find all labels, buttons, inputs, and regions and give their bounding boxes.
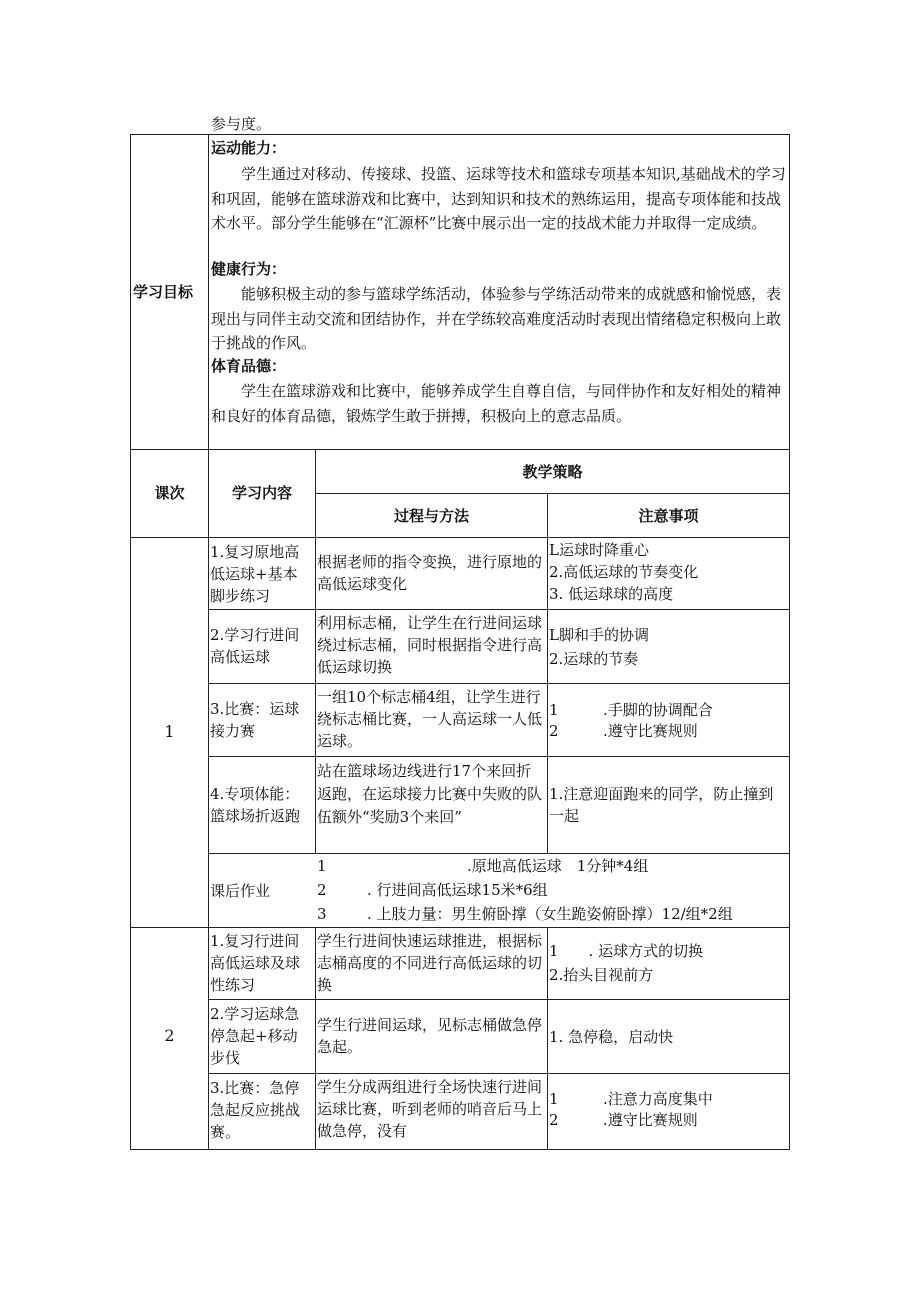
homework-item: 1 .原地高低运球 1分钟*4组: [317, 857, 649, 875]
row-note: 2.抬头目视前方: [549, 966, 654, 984]
header-notes: 注意事项: [638, 507, 699, 525]
row-content: 2.学习运球急停急起+移动步伐: [210, 1005, 300, 1067]
intro-tail: 参与度。: [211, 115, 272, 133]
homework-label: 课后作业: [210, 882, 271, 900]
row-process: 站在篮球场边线进行17个来回折返跑，在运球接力比赛中失败的队伍额外“奖励3个来回”: [317, 762, 543, 826]
row-process: 利用标志桶，让学生在行进间运球绕过标志桶，同时根据指令进行高低运球切换: [317, 614, 543, 676]
header-lesson: 课次: [154, 484, 185, 502]
lesson-number-2: 2: [164, 1026, 175, 1045]
row-note: 1.注意迎面跑来的同学，防止撞到一起: [549, 785, 774, 825]
lesson-number-1: 1: [164, 722, 175, 741]
row-content: 4.专项体能：篮球场折返跑: [210, 785, 301, 825]
goals-label: 学习目标: [133, 283, 194, 301]
row-process: 学生分成两组进行全场快速行进间运球比赛，听到老师的哨音后马上做急停，没有: [317, 1078, 543, 1140]
row-note: 2 .遵守比赛规则: [549, 722, 698, 740]
row-note: 1. 急停稳，启动快: [549, 1028, 674, 1046]
goal-heading-ethics: 体育品德：: [211, 357, 287, 375]
header-strategy: 教学策略: [522, 463, 583, 481]
row-note: 2 .遵守比赛规则: [549, 1111, 698, 1129]
homework-item: 2 . 行进间高低运球15米*6组: [317, 881, 548, 899]
row-process: 学生行进间运球，见标志桶做急停急起。: [317, 1016, 543, 1056]
header-content: 学习内容: [231, 484, 292, 502]
row-note: 3. 低运球球的高度: [549, 585, 674, 603]
row-note: 2.高低运球的节奏变化: [549, 563, 699, 581]
row-process: 学生行进间快速运球推进，根据标志桶高度的不同进行高低运球的切换: [317, 932, 543, 994]
row-process: 根据老师的指令变换，进行原地的高低运球变化: [317, 553, 543, 593]
goal-heading-motor: 运动能力：: [211, 139, 287, 157]
row-note: L运球时降重心: [549, 541, 649, 559]
row-content: 3.比赛：急停急起反应挑战赛。: [210, 1079, 301, 1141]
row-note: 1 .注意力高度集中: [549, 1090, 713, 1108]
row-content: 1.复习原地高低运球+基本脚步练习: [210, 543, 300, 605]
row-note: L脚和手的协调: [549, 626, 649, 644]
row-note: 1 . 运球方式的切换: [549, 942, 704, 960]
header-process: 过程与方法: [393, 507, 469, 525]
row-process: 一组10个标志桶4组，让学生进行绕标志桶比赛，一人高运球一人低运球。: [317, 688, 543, 750]
goal-text-motor: 学生通过对移动、传接球、投篮、运球等技术和篮球专项基本知识,基础战术的学习和巩固，能够在篮球游戏和比赛中，达到知识和技术的熟练运用，提高专项体能和技战术水平。部分学生能够在“汇源杯”比赛中展示出一定的技战术能力并取得一定成绩。: [211, 165, 786, 232]
row-content: 1.复习行进间高低运球及球性练习: [210, 932, 301, 994]
goal-text-ethics: 学生在篮球游戏和比赛中，能够养成学生自尊自信，与同伴协作和友好相处的精神和良好的体育品德，锻炼学生敢于拼搏，积极向上的意志品质。: [211, 382, 782, 425]
goal-text-health: 能够积极主动的参与篮球学练活动，体验参与学练活动带来的成就感和愉悦感，表现出与同伴主动交流和团结协作，并在学练较高难度活动时表现出情绪稳定积极向上敢于挑战的作风。: [211, 285, 782, 352]
homework-item: 3 . 上肢力量：男生俯卧撑（女生跪姿俯卧撑）12/组*2组: [317, 905, 733, 923]
goal-heading-health: 健康行为：: [211, 260, 287, 278]
row-content: 2.学习行进间高低运球: [210, 626, 300, 666]
row-note: 2.运球的节奏: [549, 650, 639, 668]
row-content: 3.比赛：运球接力赛: [210, 700, 300, 740]
row-note: 1 .手脚的协调配合: [549, 701, 713, 719]
